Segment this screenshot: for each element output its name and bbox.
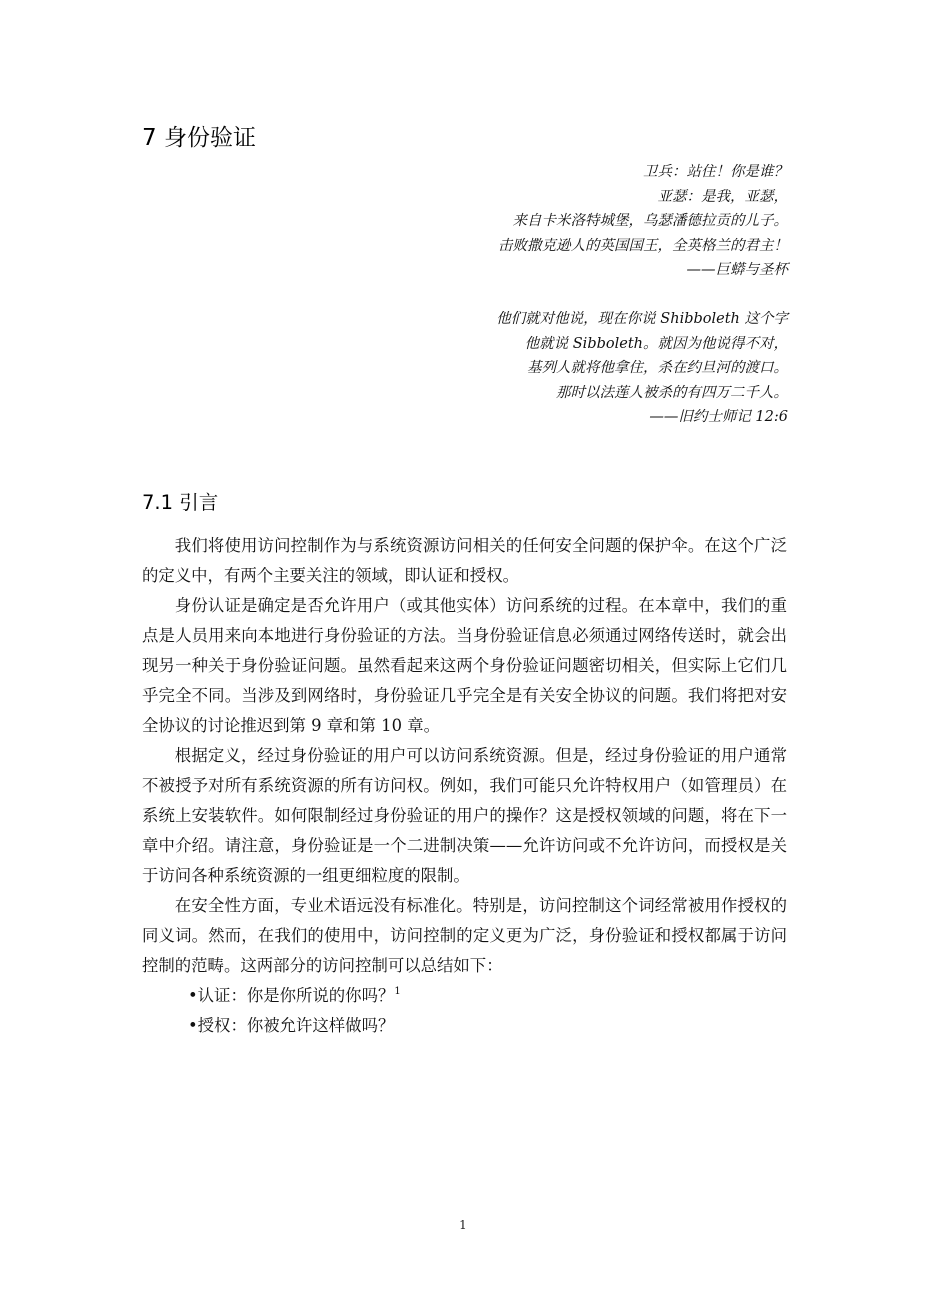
epigraph-line: 他们就对他说，现在你说 Shibboleth 这个字 bbox=[496, 311, 788, 327]
bullet-list bbox=[142, 981, 787, 1041]
section-body bbox=[142, 531, 787, 1041]
epigraph-line: 击败撒克逊人的英国国王，全英格兰的君主！ bbox=[498, 237, 788, 254]
paragraph: 在安全性方面，专业术语远没有标准化。特别是，访问控制这个词经常被用作授权的同义词。然而，在我们的使用中，访问控制的定义更为广泛，身份验证和授权都属于访问控制的范畴。这两部分的访问控制可以总结如下： bbox=[142, 896, 787, 975]
bullet-text: •授权：你被允许这样做吗？ bbox=[188, 1016, 395, 1035]
paragraph: 身份认证是确定是否允许用户（或其他实体）访问系统的过程。在本章中，我们的重点是人员用来向本地进行身份验证的方法。当身份验证信息必须通过网络传送时，就会出现另一种关于身份验证问题。虽然看起来这两个身份验证问题密切相关，但实际上它们几乎完全不同。当涉及到网络时，身份验证几乎完全是有关安全协议的问题。我们将把对安全协议的讨论推迟到第 9 章和第 10 章。 bbox=[142, 596, 787, 735]
paragraph: 我们将使用访问控制作为与系统资源访问相关的任何安全问题的保护伞。在这个广泛的定义中，有两个主要关注的领域，即认证和授权。 bbox=[142, 536, 787, 585]
epigraph-judges bbox=[496, 307, 788, 430]
epigraph-source: ——旧约士师记 12:6 bbox=[649, 409, 788, 425]
epigraph-source: ——巨蟒与圣杯 bbox=[686, 262, 788, 278]
epigraph-line: 来自卡米洛特城堡，乌瑟潘德拉贡的儿子。 bbox=[512, 213, 788, 229]
epigraph-line: 亚瑟：是我，亚瑟， bbox=[657, 188, 788, 205]
paragraph: 根据定义，经过身份验证的用户可以访问系统资源。但是，经过身份验证的用户通常不被授予对所有系统资源的所有访问权。例如，我们可能只允许特权用户（如管理员）在系统上安装软件。如何限制经过身份验证的用户的操作？这是授权领域的问题，将在下一章中介绍。请注意，身份验证是一个二进制决策——允许访问或不允许访问，而授权是关于访问各种系统资源的一组更细粒度的限制。 bbox=[142, 746, 787, 885]
bullet-item-authorization bbox=[142, 1011, 787, 1041]
bullet-text: •认证：你是你所说的你吗？ bbox=[188, 986, 395, 1005]
chapter-title: 7 身份验证 bbox=[142, 125, 256, 151]
section-title: 7.1 引言 bbox=[142, 491, 219, 514]
epigraph-monty-python bbox=[498, 160, 788, 283]
epigraph-line: 他就说 Sibboleth。就因为他说得不对， bbox=[524, 335, 788, 352]
page-number: 1 bbox=[459, 1218, 467, 1232]
footnote-marker[interactable]: 1 bbox=[394, 986, 401, 997]
bullet-item-authentication bbox=[142, 981, 787, 1011]
epigraph-line: 那时以法莲人被杀的有四万二千人。 bbox=[556, 384, 788, 401]
epigraph-line: 基列人就将他拿住，杀在约旦河的渡口。 bbox=[527, 360, 788, 376]
epigraph-line: 卫兵：站住！你是谁？ bbox=[643, 164, 788, 180]
